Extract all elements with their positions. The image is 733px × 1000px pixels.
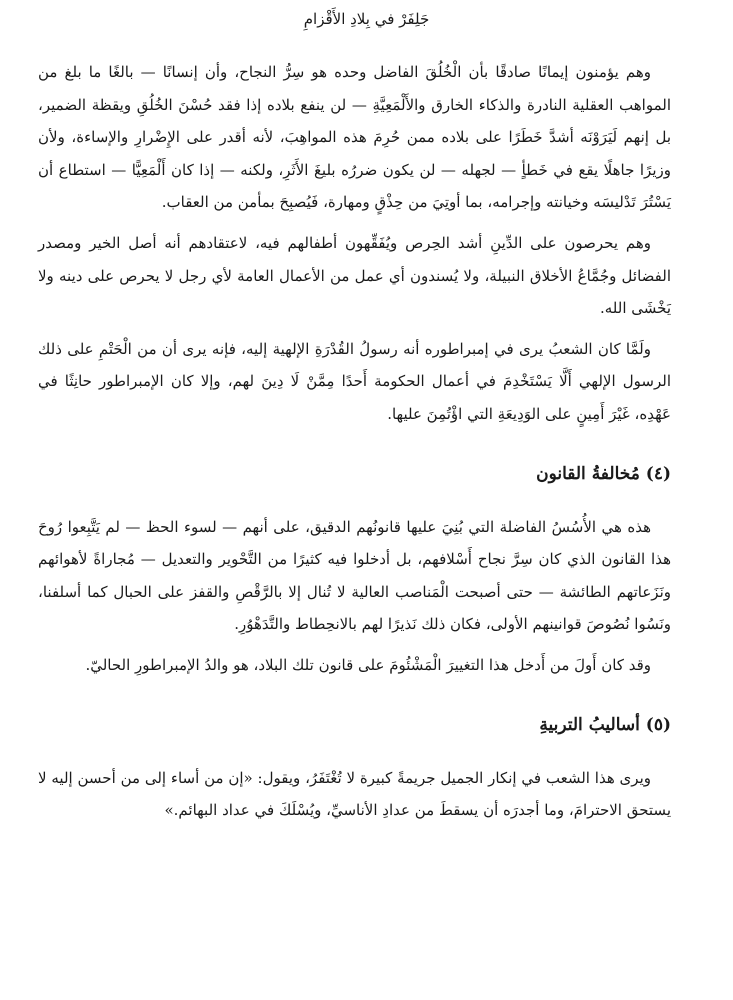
section-heading-5: (٥) أساليبُ التربيةِ — [539, 714, 671, 735]
paragraph-6: ويرى هذا الشعب في إنكار الجميل جريمةً كبيرة لا تُغْتَفَرُ، ويقول: «إن من أساء إلى من أحسن إليه لا يستحق الاحترامَ، وما أجدرَه أن يسقطَ من عدادِ الأناسيِّ، ويُسْلَكَ في عداد البهائم.» — [38, 768, 671, 820]
paragraph-5: وقد كان أَولَ من أَدخل هذا التغييرَ الْمَشْئُومَ على قانون تلك البلاد، هو والدُ الإمبراطورِ الحاليّ. — [85, 655, 651, 674]
paragraph-3: ولَمَّا كان الشعبُ يرى في إمبراطوره أنه رسولُ القُدْرَةِ الإلهية إليه، فإنه يرى أن من الْحَتْمِ على ذلك الرسول الإلهي أَلَّا يَسْتَخْدِمَ في أعمال الحكومة أَحدًا مِمَّنْ لَا دِينَ لهم، وإلا كان الإمبراطور حانِثًا في عَهْدِه، غَيْرَ أَمِينٍ على الوَدِيعَةِ التي اؤْتُمِنَ عليها. — [38, 339, 671, 423]
paragraph-2: وهم يحرصون على الدِّينِ أشد الحِرص ويُفَقِّهون أطفالهم فيه، لاعتقادهم أنه أصل الخير ومصدر الفضائل وجُمَّاعُ الأخلاق النبيلة، ولا يُسندون أي عمل من الأعمال العامة لأي رجل لا يحرص على دينه ولا يَخْشَى الله. — [38, 233, 671, 318]
paragraph-4: هذه هي الأُسُسُ الفاضلة التي بُنِيَ عليها قانونُهم الدقيق، على أنهم — لسوء الحظ — لم يَتَّبِعوا رُوحَ هذا القانون الذي كان سِرَّ نجاح أَسْلافهم، بل أدخلوا فيه كثيرًا من التَّحْوير والتعديل — مُجاراةً لأهوائهم ونَزَعاتهم الطائشة — حتى أصبحت الْمَناصب العالية لا تُنال إلا بالرَّقْصِ والقفز على الحبال كما أسلفنا، ونَسُوا نُصُوصَ قوانينهم الأولى، فكان ذلك نَذيرًا لهم بالانحِطاط والتَّدَهْوُرِ. — [38, 517, 671, 634]
paragraph-1: وهم يؤمنون إيمانًا صادقًا بأن الْخُلُقَ الفاضل وحده هو سِرُّ النجاح، وأن إنسانًا — بالغًا ما بلغ من المواهب العقلية النادرة والذكاء الخارق والأَلْمَعِيَّةِ — لن ينفع بلاده إذا فقد حُسْنَ الخُلُقِ ويقظة الضمير، بل إنهم لَيَرَوْنَه أشدَّ خَطَرًا على بلاده ممن حُرِمَ هذه المواهِبَ، لأنه أقدر على الإِضْرارِ والإساءة، ولأن وزيرًا جاهلًا يقع في خَطأٍ — لجهله — لن يكون ضررُه بليغَ الأَثَرِ، ولكنه — إذا كان أَلْمَعِيًّا — استطاع أن يَسْتُرَ تَدْليسَه وخيانته وإجرامه، بما أوتِيَ من حِذْقٍ ومهارة، فَيُصبِحَ بمأمن من العقاب. — [38, 63, 671, 212]
page-body — [38, 56, 671, 835]
section-heading-4: (٤) مُخالفةُ القانون — [536, 463, 671, 484]
running-head: جَلِفَرْ في بِلادِ الأَقْزامِ — [303, 10, 430, 28]
